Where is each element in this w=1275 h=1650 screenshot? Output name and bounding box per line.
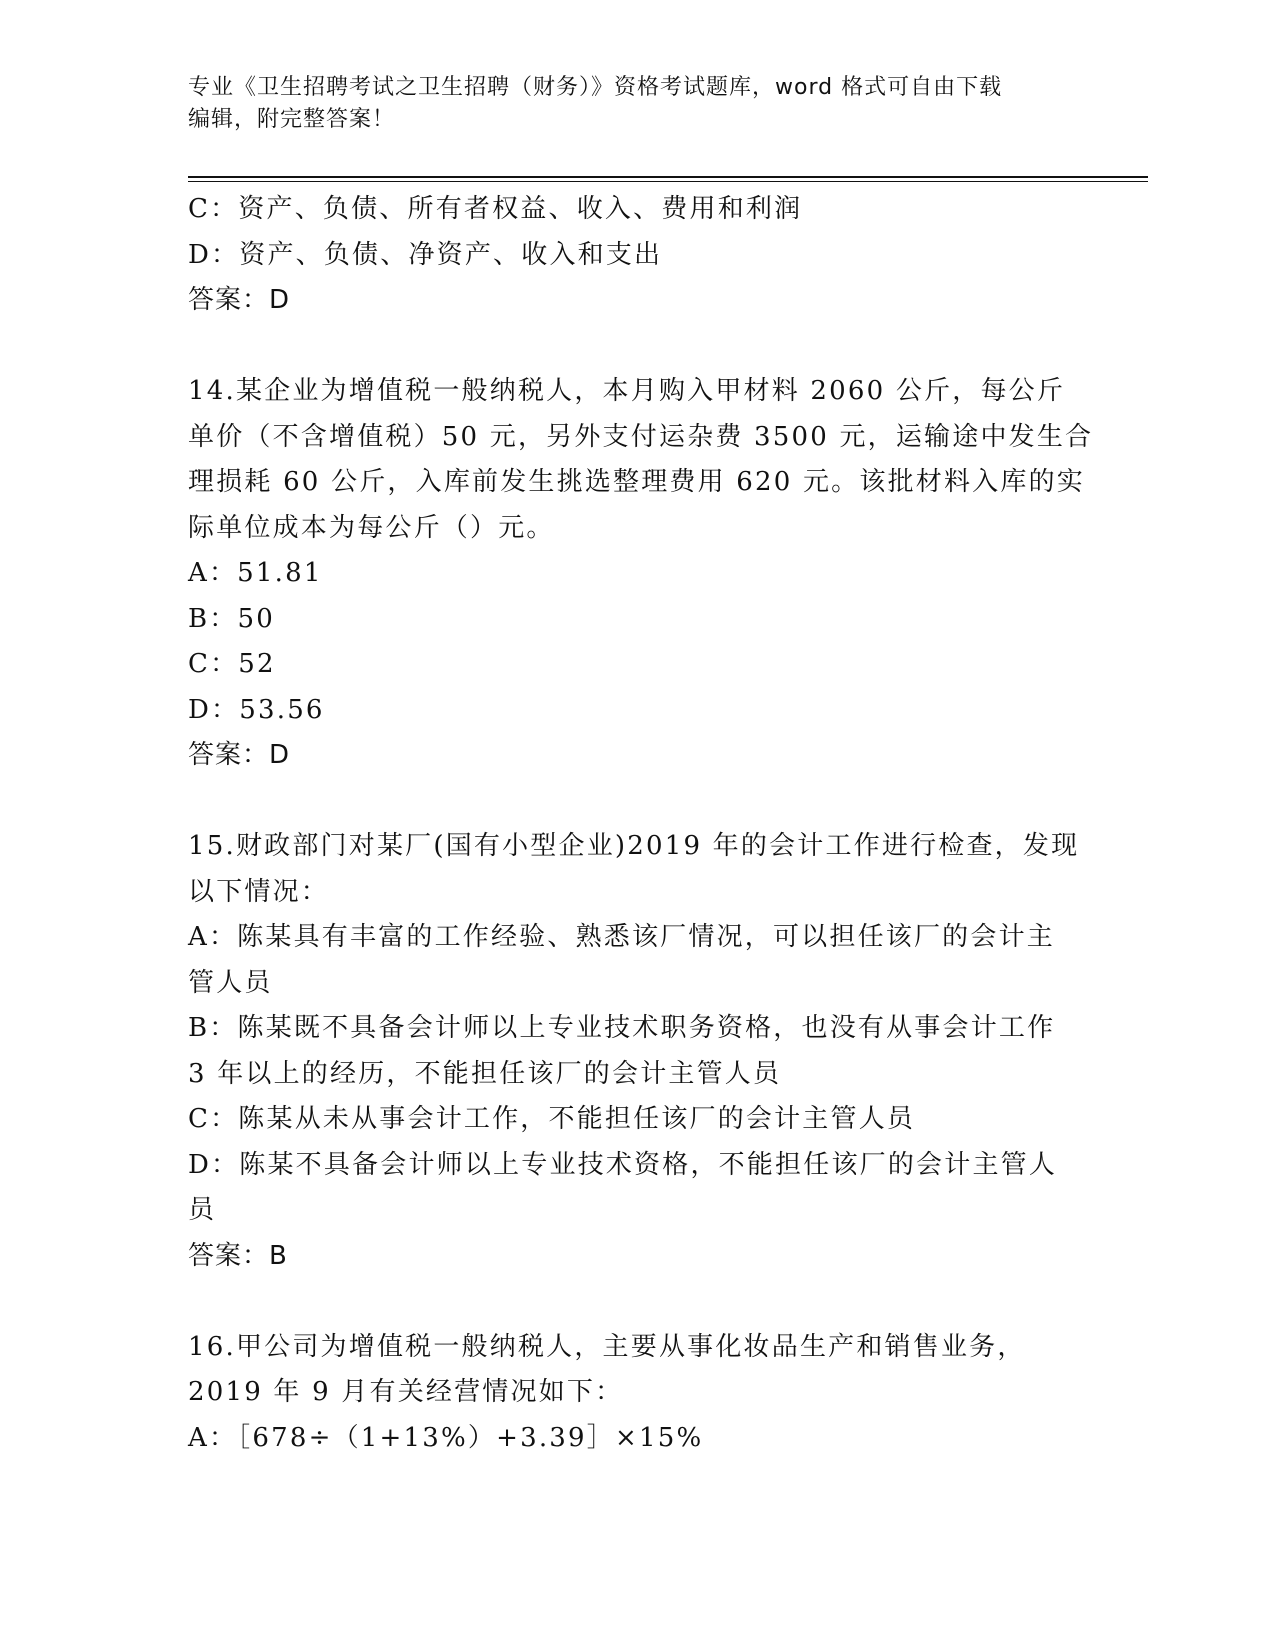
header-line-2: 编辑，附完整答案！: [188, 107, 396, 132]
spacer: [188, 324, 1088, 370]
spacer: [188, 1279, 1088, 1325]
q14-option-b: B：50: [188, 603, 275, 634]
spacer: [188, 779, 1088, 825]
q15-answer: 答案：B: [188, 1240, 288, 1271]
q15-stem-line-1: 15.财政部门对某厂(国有小型企业)2019 年的会计工作进行检查，发现: [188, 831, 1080, 861]
q14-option-d: D：53.56: [188, 694, 325, 725]
q16-stem-line-1: 16.甲公司为增值税一般纳税人，主要从事化妆品生产和销售业务，: [188, 1331, 1026, 1362]
q14-stem-line-2: 单价（不含增值税）50 元，另外支付运杂费 3500 元，运输途中发生合: [188, 421, 1094, 452]
q14-option-a: A：51.81: [188, 558, 323, 588]
question-14: [188, 369, 1094, 779]
q13-answer: 答案：D: [188, 285, 291, 315]
question-16: [188, 1325, 1088, 1462]
q14-option-c: C：52: [188, 649, 276, 679]
q14-stem-line-4: 际单位成本为每公斤（）元。: [188, 512, 555, 543]
q15-stem-line-2: 以下情况：: [188, 876, 330, 907]
q14-stem-line-1: 14.某企业为增值税一般纳税人，本月购入甲材料 2060 公斤，每公斤: [188, 376, 1066, 406]
header-divider-thin: [188, 181, 1148, 182]
q15-option-d-line-2: 员: [188, 1195, 217, 1225]
q15-option-a-line-1: A：陈某具有丰富的工作经验、熟悉该厂情况，可以担任该厂的会计主: [188, 922, 1055, 952]
question-content: [188, 187, 1094, 1461]
q13-option-c: C：资产、负债、所有者权益、收入、费用和利润: [188, 194, 803, 224]
q15-option-c: C：陈某从未从事会计工作，不能担任该厂的会计主管人员: [188, 1104, 916, 1134]
q14-answer: 答案：D: [188, 740, 291, 770]
question-13-tail: [188, 187, 1088, 324]
q15-option-d-line-1: D：陈某不具备会计师以上专业技术资格，不能担任该厂的会计主管人: [188, 1149, 1058, 1180]
header-divider-thick: [188, 176, 1148, 178]
q13-option-d: D：资产、负债、净资产、收入和支出: [188, 239, 663, 270]
q15-option-b-line-1: B：陈某既不具备会计师以上专业技术职务资格，也没有从事会计工作: [188, 1013, 1056, 1043]
question-15: [188, 824, 1088, 1279]
page-header: [188, 72, 1068, 136]
q16-option-a: A：［678÷（1+13%）+3.39］×15%: [188, 1422, 704, 1453]
q14-stem-line-3: 理损耗 60 公斤，入库前发生挑选整理费用 620 元。该批材料入库的实: [188, 467, 1085, 497]
header-line-1: 专业《卫生招聘考试之卫生招聘（财务）》资格考试题库，word 格式可自由下载: [188, 75, 1003, 100]
q16-stem-line-2: 2019 年 9 月有关经营情况如下：: [188, 1377, 624, 1407]
q15-option-a-line-2: 管人员: [188, 967, 273, 998]
q15-option-b-line-2: 3 年以上的经历，不能担任该厂的会计主管人员: [188, 1058, 782, 1089]
